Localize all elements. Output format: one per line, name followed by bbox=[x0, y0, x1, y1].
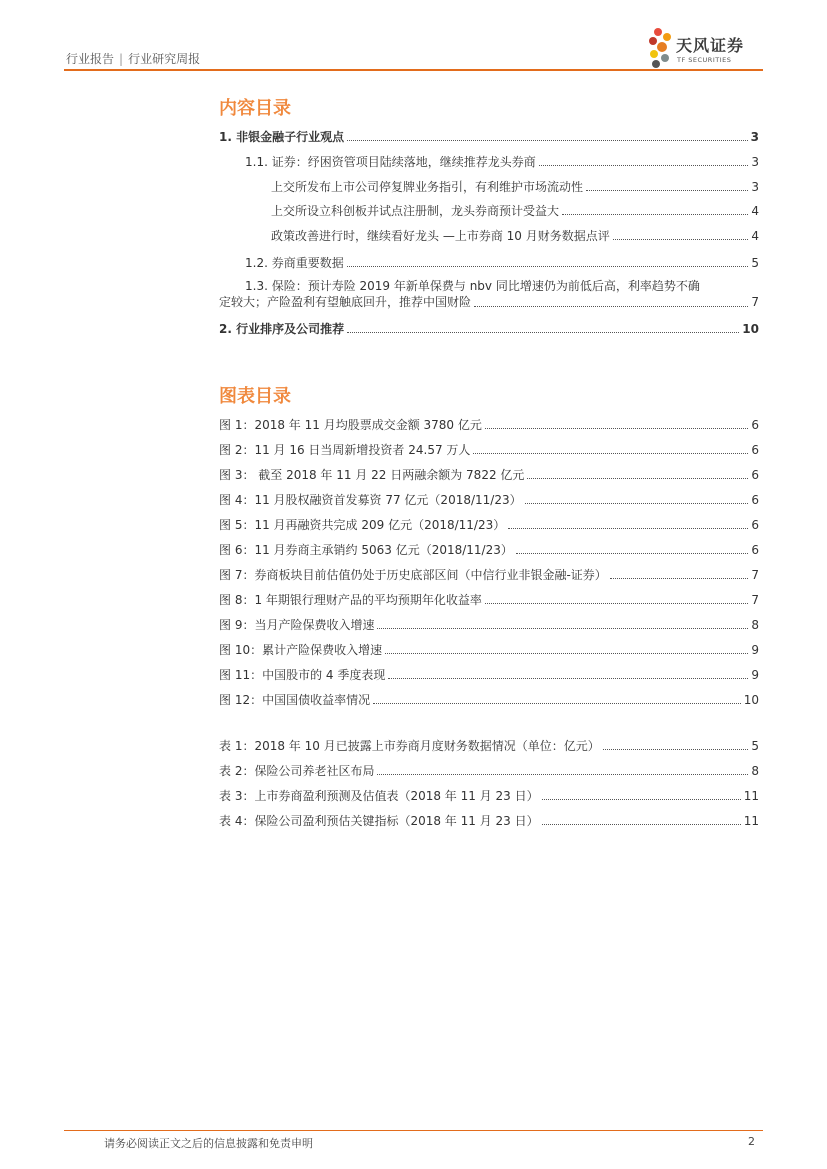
figure-entry-page: 6 bbox=[751, 443, 759, 457]
figure-entry[interactable] bbox=[219, 693, 759, 707]
leader-dots bbox=[525, 502, 749, 504]
figure-entry[interactable] bbox=[219, 568, 759, 582]
table-entry-label: 表 4：保险公司盈利预估关键指标（2018 年 11 月 23 日） bbox=[219, 814, 539, 828]
figure-entry[interactable] bbox=[219, 418, 759, 432]
leader-dots bbox=[388, 677, 748, 679]
leader-dots bbox=[485, 602, 748, 604]
toc-entry-page: 3 bbox=[750, 130, 759, 144]
brand-name-en: TF SECURITIES bbox=[677, 56, 732, 64]
figure-entry-label: 图 11：中国股市的 4 季度表现 bbox=[219, 668, 386, 682]
toc-entry-label: 1. 非银金融子行业观点 bbox=[219, 130, 345, 144]
figure-entry[interactable] bbox=[219, 668, 759, 682]
figure-entry-page: 6 bbox=[751, 468, 759, 482]
figure-entry-label: 图 3： 截至 2018 年 11 月 22 日两融余额为 7822 亿元 bbox=[219, 468, 525, 482]
toc-entry-label: 1.2. 券商重要数据 bbox=[245, 256, 344, 270]
brand-name: 天风证券 bbox=[676, 36, 745, 55]
report-type: 行业报告 bbox=[66, 52, 115, 66]
leader-dots bbox=[373, 702, 741, 704]
page-number: 2 bbox=[748, 1135, 755, 1148]
toc-entry-page: 10 bbox=[742, 322, 759, 336]
leader-dots bbox=[485, 427, 748, 429]
toc-entry-label: 上交所设立科创板并试点注册制，龙头券商预计受益大 bbox=[271, 204, 560, 218]
leader-dots bbox=[603, 748, 749, 750]
figure-entry-page: 7 bbox=[751, 593, 759, 607]
leader-dots bbox=[347, 265, 749, 267]
figure-entry[interactable] bbox=[219, 468, 759, 482]
figure-entry-label: 图 4：11 月股权融资首发募资 77 亿元（2018/11/23） bbox=[219, 493, 522, 507]
toc-entry[interactable] bbox=[245, 256, 759, 270]
toc-entry[interactable] bbox=[271, 229, 759, 243]
toc-entry-label-line1: 1.3. 保险：预计寿险 2019 年新单保费与 nbv 同比增速仍为前低后高，利率趋势不确 bbox=[245, 279, 700, 293]
toc-entry[interactable] bbox=[271, 204, 759, 218]
figure-entry[interactable] bbox=[219, 593, 759, 607]
toc-entry-page: 4 bbox=[751, 204, 759, 218]
table-entry-page: 11 bbox=[743, 814, 759, 828]
header-divider bbox=[64, 69, 763, 71]
table-entry-page: 5 bbox=[751, 739, 759, 753]
toc-entry-page: 3 bbox=[751, 155, 759, 169]
report-subtype: 行业研究周报 bbox=[128, 52, 201, 66]
figure-entry-page: 6 bbox=[751, 493, 759, 507]
figure-entry-label: 图 9：当月产险保费收入增速 bbox=[219, 618, 375, 632]
leader-dots bbox=[385, 652, 748, 654]
leader-dots bbox=[474, 305, 748, 307]
leader-dots bbox=[542, 823, 741, 825]
figure-entry[interactable] bbox=[219, 493, 759, 507]
figure-entry-label: 图 12：中国国债收益率情况 bbox=[219, 693, 371, 707]
footer-disclaimer: 请务必阅读正文之后的信息披露和免责申明 bbox=[104, 1137, 313, 1150]
toc-entry-page: 7 bbox=[751, 295, 759, 309]
table-entry-page: 11 bbox=[743, 789, 759, 803]
leader-dots bbox=[539, 164, 749, 166]
leader-dots bbox=[562, 213, 748, 215]
leader-dots bbox=[377, 773, 748, 775]
toc-entry[interactable] bbox=[271, 180, 759, 194]
figure-entry[interactable] bbox=[219, 543, 759, 557]
table-entry-label: 表 3：上市券商盈利预测及估值表（2018 年 11 月 23 日） bbox=[219, 789, 539, 803]
report-category bbox=[66, 50, 200, 67]
leader-dots bbox=[347, 139, 748, 141]
leader-dots bbox=[586, 189, 748, 191]
toc-title: 内容目录 bbox=[219, 98, 291, 119]
toc-entry[interactable] bbox=[219, 322, 759, 336]
toc-entry[interactable] bbox=[219, 278, 759, 310]
table-entry[interactable] bbox=[219, 789, 759, 803]
footer-divider bbox=[64, 1130, 763, 1131]
figure-entry-page: 8 bbox=[751, 618, 759, 632]
figure-entry-page: 6 bbox=[751, 543, 759, 557]
figure-entry[interactable] bbox=[219, 643, 759, 657]
table-entry[interactable] bbox=[219, 764, 759, 778]
header-separator: | bbox=[119, 52, 124, 66]
toc-entry-label: 上交所发布上市公司停复牌业务指引，有利维护市场流动性 bbox=[271, 180, 584, 194]
toc-entry-label: 政策改善进行时，继续看好龙头 —上市券商 10 月财务数据点评 bbox=[271, 229, 610, 243]
figure-entry-page: 10 bbox=[743, 693, 759, 707]
leader-dots bbox=[377, 627, 748, 629]
figure-entry-page: 7 bbox=[751, 568, 759, 582]
figure-entry-label: 图 7：券商板块目前估值仍处于历史底部区间（中信行业非银金融-证券） bbox=[219, 568, 607, 582]
leader-dots bbox=[527, 477, 748, 479]
toc-entry[interactable] bbox=[219, 130, 759, 144]
figure-list-title: 图表目录 bbox=[219, 386, 291, 407]
leader-dots bbox=[613, 238, 749, 240]
toc-entry-page: 5 bbox=[751, 256, 759, 270]
toc-entry-page: 4 bbox=[751, 229, 759, 243]
table-entry[interactable] bbox=[219, 814, 759, 828]
leader-dots bbox=[347, 331, 739, 333]
leader-dots bbox=[516, 552, 748, 554]
toc-entry-label: 1.1. 证券：纾困资管项目陆续落地，继续推荐龙头券商 bbox=[245, 155, 536, 169]
toc-entry-page: 3 bbox=[751, 180, 759, 194]
figure-entry[interactable] bbox=[219, 443, 759, 457]
figure-entry-label: 图 5：11 月再融资共完成 209 亿元（2018/11/23） bbox=[219, 518, 506, 532]
table-entry[interactable] bbox=[219, 739, 759, 753]
figure-entry-label: 图 8：1 年期银行理财产品的平均预期年化收益率 bbox=[219, 593, 482, 607]
table-entry-label: 表 1：2018 年 10 月已披露上市券商月度财务数据情况（单位：亿元） bbox=[219, 739, 600, 753]
toc-entry-label: 2. 行业排序及公司推荐 bbox=[219, 322, 345, 336]
figure-entry[interactable] bbox=[219, 618, 759, 632]
figure-entry[interactable] bbox=[219, 518, 759, 532]
toc-entry[interactable] bbox=[245, 155, 759, 169]
figure-entry-label: 图 2：11 月 16 日当周新增投资者 24.57 万人 bbox=[219, 443, 471, 457]
figure-entry-page: 6 bbox=[751, 418, 759, 432]
figure-entry-label: 图 6：11 月券商主承销约 5063 亿元（2018/11/23） bbox=[219, 543, 513, 557]
figure-entry-page: 9 bbox=[751, 668, 759, 682]
figure-entry-page: 9 bbox=[751, 643, 759, 657]
table-entry-label: 表 2：保险公司养老社区布局 bbox=[219, 764, 375, 778]
figure-entry-page: 6 bbox=[751, 518, 759, 532]
leader-dots bbox=[473, 452, 748, 454]
leader-dots bbox=[610, 577, 749, 579]
figure-entry-label: 图 10：累计产险保费收入增速 bbox=[219, 643, 383, 657]
toc-entry-label-line2: 定较大；产险盈利有望触底回升，推荐中国财险 bbox=[219, 295, 472, 309]
figure-entry-label: 图 1：2018 年 11 月均股票成交金额 3780 亿元 bbox=[219, 418, 482, 432]
table-entry-page: 8 bbox=[751, 764, 759, 778]
leader-dots bbox=[508, 527, 748, 529]
leader-dots bbox=[542, 798, 741, 800]
